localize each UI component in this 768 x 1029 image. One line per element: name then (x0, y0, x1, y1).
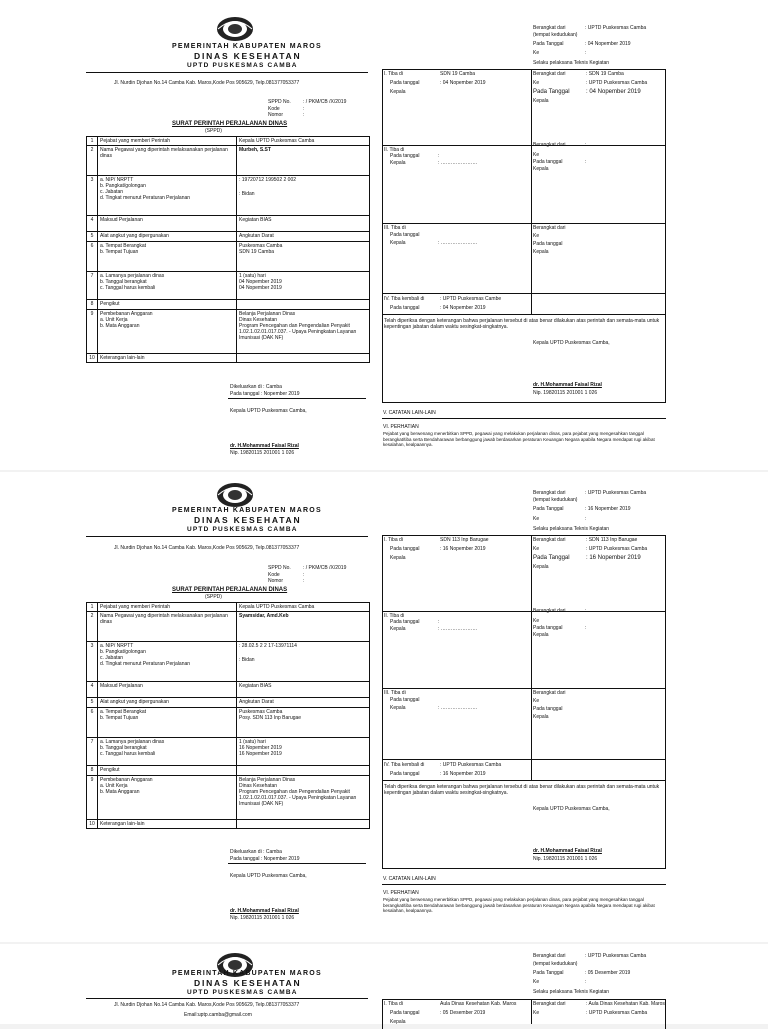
signer-right-name: dr. H.Mohammad Faisal Rizal (533, 382, 602, 388)
selaku-label: Selaku pelaksana Teknis Kegiatan (533, 526, 610, 532)
berangkat-i-label: Berangkat dari (533, 1001, 566, 1007)
row5-label: Alat angkut yang dipergunakan (98, 232, 237, 242)
tiba-i-tanggal: : 16 Nopember 2019 (440, 546, 486, 552)
ke-value: : (585, 50, 587, 56)
header-dept: DINAS KESEHATAN (194, 515, 302, 525)
tiba-i-kepala: Kepala (390, 89, 406, 95)
kepala-ii: Kepala (533, 166, 549, 172)
ke-iii-label: Ke (533, 698, 540, 704)
tanggal-berangkat: 04 Nopember 2019 (239, 279, 282, 285)
berangkat-dari-value: : UPTD Puskesmas Camba (585, 953, 647, 959)
pada-tanggal-i-label: Pada Tanggal (533, 89, 570, 95)
row6-label: a. Tempat Berangkat b. Tempat Tujuan (98, 242, 237, 272)
signature-rule (228, 398, 366, 399)
ke-i-label: Ke (533, 80, 540, 86)
row9-label: Pembebanan Anggaran a. Unit Kerja b. Mata Anggaran (98, 310, 237, 354)
header-dept: DINAS KESEHATAN (194, 51, 302, 61)
colon: : (585, 608, 587, 614)
row2-label: Nama Pegawai yang diperintah melaksanakan perjalanan dinas (98, 146, 237, 176)
tiba-iii-dots: : …………………. (438, 705, 478, 711)
row2-label: Nama Pegawai yang diperintah melaksanakan perjalanan dinas (98, 612, 237, 642)
tiba-i-tempat: Aula Dinas Kesehatan Kab. Maros (440, 1001, 517, 1007)
jabatan-value: : Bidan (239, 191, 255, 197)
ke-i-value: : UPTD Puskesmas Camba (586, 80, 648, 86)
column-divider (531, 535, 532, 780)
berangkat-dari-label: Berangkat dari (533, 490, 566, 496)
row10-label: Keterangan lain-lain (98, 354, 237, 363)
row3-label: a. NIP/ NRPTT b. Pangkat/golongan c. Jabatan d. Tingkat menurut Peraturan Perjalanan (98, 642, 237, 682)
berangkat-iii-label: Berangkat dari (533, 690, 566, 696)
pada-tanggal-ii-label: Pada tanggal (533, 625, 563, 631)
header-dept: DINAS KESEHATAN (194, 978, 302, 988)
kabupaten-maros-emblem (216, 482, 254, 508)
row4-label: Maksud Perjalanan (98, 682, 237, 698)
section-divider (382, 223, 666, 224)
row3-label: a. NIP/ NRPTT b. Pangkat/golongan c. Jabatan d. Tingkat menurut Peraturan Perjalanan (98, 176, 237, 216)
tiba-iv-tanggal: : 16 Nopember 2019 (440, 771, 486, 777)
kepala-i: Kepala (533, 98, 549, 104)
colon: : (585, 142, 587, 148)
perjalanan-box (382, 535, 666, 869)
header-rule (86, 536, 368, 537)
tiba-ii-kepala: Kepala (390, 160, 406, 166)
tiba-i-label: I. Tiba di (384, 537, 403, 543)
catatan-label: V. CATATAN LAIN-LAIN (383, 410, 436, 416)
ke-label: Ke (533, 979, 540, 985)
row1-label: Pejabat yang memberi Perintah (98, 137, 237, 146)
row9-label: Pembebanan Anggaran a. Unit Kerja b. Mata Anggaran (98, 776, 237, 820)
sppd-form-3 (0, 944, 768, 1024)
sppd-no-label: SPPD No. (268, 99, 291, 105)
header-unit: UPTD PUSKESMAS CAMBA (187, 62, 298, 69)
ke-iii-label: Ke (533, 233, 540, 239)
tiba-iii-kepala: Kepala (390, 705, 406, 711)
row5-value: Angkutan Darat (237, 698, 370, 708)
tiba-i-tanggal: : 05 Desember 2019 (440, 1010, 486, 1016)
tiba-ii-tanggal-label: Pada tanggal (390, 619, 420, 625)
tiba-i-kepala: Kepala (390, 555, 406, 561)
tiba-ii-dots: : …………………. (438, 626, 478, 632)
document-title: SURAT PERINTAH PERJALANAN DINAS (172, 121, 288, 127)
colon: : (585, 159, 587, 165)
tiba-i-tempat: SDN 19 Camba (440, 71, 476, 77)
signer-nip: Nip. 19820115 201001 1 026 (230, 915, 295, 921)
header-address: Jl. Nurdin Djohan No.14 Camba Kab. Maros,Kode Pos 905629, Telp.081377053377 (114, 1002, 300, 1008)
header-gov: PEMERINTAH KABUPATEN MAROS (172, 970, 322, 977)
section-divider (382, 688, 666, 689)
kepala-iii: Kepala (533, 714, 549, 720)
row6-label: a. Tempat Berangkat b. Tempat Tujuan (98, 708, 237, 738)
tiba-ii-label: II. Tiba di (384, 147, 405, 153)
row7-label: a. Lamanya perjalanan dinas b. Tanggal berangkat c. Tanggal harus kembali (98, 272, 237, 300)
tempat-berangkat: Puskesmas Camba (239, 243, 283, 249)
pada-tanggal-iii-label: Pada tanggal (533, 241, 563, 247)
signer-nip: Nip. 19820115 201001 1 026 (230, 450, 295, 456)
berangkat-iii-label: Berangkat dari (533, 225, 566, 231)
selaku-label: Selaku pelaksana Teknis Kegiatan (533, 60, 610, 66)
ke-i-value: : UPTD Puskesmas Camba (586, 546, 648, 552)
colon: : (303, 112, 305, 118)
kepala-iii: Kepala (533, 249, 549, 255)
pada-tanggal-value: : 04 Nopember 2019 (585, 41, 631, 47)
perhatian-text: Pejabat yang berwenang menerbitkan SPPD, pegawai yang melakukan perjalanan dinas, para pejabat yang mengesahkan tanggal berangkat/tiba serta Bendaharawan berbanggung jawab berdasarkan peraturan Keuangan Negara apabila Negara mendapat rugi akibat kesalahan, kealpaannya. (383, 897, 655, 913)
berangkat-i-label: Berangkat dari (533, 537, 566, 543)
ke-i-label: Ke (533, 546, 540, 552)
pada-tanggal-ttd: Pada tanggal : Nopember 2019 (230, 856, 300, 862)
sppd-table: 1 Pejabat yang memberi Perintah Kepala UPTD Puskesmas Camba 2 Nama Pegawai yang diperintah melaksanakan perjalanan dinas Syamsidar, Amd.Keb 3 a. NIP/ NRPTT b. Pangkat/golongan c. Jabatan d. Tingkat menurut Peraturan Perjalanan : 28.02.5 2 2 17-13971114 : Bidan 4 Maksud Perjalanan Kegiatan BIAS 5 Alat angkut yang dipergunakan Angkutan Darat 6 a. Tempat Berangkat b. Tempat Tujuan Puskesmas Camba Posy. SDN 113 Inp Barugae 7 a. Lamanya perjalanan dinas b. Tanggal berangkat c. Tanggal harus kembali 1 (satu) hari 16 Nopember 2019 16 Nopember 2019 8 Pengikut 9 Pembebanan Anggaran a. Unit Kerja b. Mata Anggaran Belanja Perjalanan Dinas Dinas Kesehatan Program Pencegahan dan Pengendalian Penyakit 1.02.1.02.01.017.037. - Upaya Peningkatan Layanan Imunisasi (DAK NF) 10 Keterangan lain-lain (86, 602, 370, 829)
tiba-i-label: I. Tiba di (384, 1001, 403, 1007)
section-divider (382, 759, 666, 760)
tempat-tujuan: Posy. SDN 113 Inp Barugae (239, 715, 302, 721)
row10-label: Keterangan lain-lain (98, 820, 237, 829)
tiba-iv-tanggal-label: Pada tanggal (390, 305, 420, 311)
row8-label: Pengikut (98, 766, 237, 776)
tiba-i-tanggal: : 04 Nopember 2019 (440, 80, 486, 86)
berangkat-ii-label: Berangkat dari (533, 608, 566, 614)
section-divider (382, 314, 666, 315)
header-address: Jl. Nurdin Djohan No.14 Camba Kab. Maros,Kode Pos 905629, Telp.081377053377 (114, 545, 300, 551)
berangkat-dari-value: : UPTD Puskesmas Camba (585, 490, 647, 496)
pernyataan-text: Telah diperiksa dengan keterangan bahwa perjalanan tersebut di atas benar dilakukan atas perintah dan semata-mata untuk kepentingan jabatan dalam waktu sesingkat-singkatnya. (384, 784, 660, 796)
sppd-no-label: SPPD No. (268, 565, 291, 571)
dikeluarkan-di: Dikeluarkan di : Camba (230, 849, 282, 855)
kepala-right-ttd: Kepala UPTD Puskesmas Camba, (533, 806, 610, 812)
tiba-ii-kepala: Kepala (390, 626, 406, 632)
berangkat-dari-label: Berangkat dari (533, 953, 566, 959)
header-gov: PEMERINTAH KABUPATEN MAROS (172, 507, 322, 514)
row4-label: Maksud Perjalanan (98, 216, 237, 232)
section-divider (382, 418, 666, 419)
row5-value: Angkutan Darat (237, 232, 370, 242)
row1-value: Kepala UPTD Puskesmas Camba (237, 137, 370, 146)
tiba-iv-label: IV. Tiba kembali di (384, 296, 425, 302)
berangkat-dari-value: : UPTD Puskesmas Camba (585, 25, 647, 31)
sppd-no-value: : / PKM/CB /X/2019 (303, 99, 347, 105)
nomor-label: Nomor (268, 112, 284, 118)
ke-label: Ke (533, 50, 540, 56)
tiba-iii-tanggal-label: Pada tanggal (390, 697, 420, 703)
berangkat-dari-label: Berangkat dari (533, 25, 566, 31)
tiba-iii-tanggal-label: Pada tanggal (390, 232, 420, 238)
tiba-i-tanggal-label: Pada tanggal (390, 546, 420, 552)
perhatian-label: VI. PERHATIAN (383, 890, 419, 896)
ke-i-label: Ke (533, 1010, 540, 1016)
row7-label: a. Lamanya perjalanan dinas b. Tanggal berangkat c. Tanggal harus kembali (98, 738, 237, 766)
colon: : (438, 153, 440, 159)
signer-name: dr. H.Mohammad Faisal Rizal (230, 443, 299, 449)
nomor-label: Nomor (268, 578, 284, 584)
kode-label: Kode (268, 572, 280, 578)
tanggal-kembali: 16 Nopember 2019 (239, 751, 282, 757)
pernyataan-text: Telah diperiksa dengan keterangan bahwa perjalanan tersebut di atas benar dilakukan atas perintah dan semata-mata untuk kepentingan jabatan dalam waktu sesingkat-singkatnya. (384, 318, 660, 330)
ke-label: Ke (533, 516, 540, 522)
section-divider (382, 145, 666, 146)
header-email: Email:uptp.camba@gmail.com (184, 1012, 252, 1018)
selaku-label: Selaku pelaksana Teknis Kegiatan (533, 989, 610, 995)
tiba-iii-dots: : …………………. (438, 240, 478, 246)
row8-label: Pengikut (98, 300, 237, 310)
colon: : (303, 578, 305, 584)
header-address: Jl. Nurdin Djohan No.14 Camba Kab. Maros,Kode Pos 905629, Telp.081377053377 (114, 80, 300, 86)
colon: : (438, 619, 440, 625)
sppd-no-value: : / PKM/CB /X/2019 (303, 565, 347, 571)
header-gov: PEMERINTAH KABUPATEN MAROS (172, 43, 322, 50)
tempat-tujuan: SDN 19 Camba (239, 249, 275, 255)
row1-value: Kepala UPTD Puskesmas Camba (237, 603, 370, 612)
header-unit: UPTD PUSKESMAS CAMBA (187, 989, 298, 996)
lama-perjalanan: 1 (satu) hari (239, 739, 266, 745)
colon: : (303, 106, 305, 112)
catatan-label: V. CATATAN LAIN-LAIN (383, 876, 436, 882)
lama-perjalanan: 1 (satu) hari (239, 273, 266, 279)
kepala-ttd: Kepala UPTD Puskesmas Camba, (230, 408, 307, 414)
tiba-i-label: I. Tiba di (384, 71, 403, 77)
tempat-kedudukan-label: (tempat kedudukan) (533, 32, 578, 38)
document-subtitle: (SPPD) (205, 594, 222, 600)
header-rule (86, 72, 368, 73)
pada-tanggal-iii-label: Pada tanggal (533, 706, 563, 712)
ke-value: : (585, 979, 587, 985)
pada-tanggal-label: Pada Tanggal (533, 970, 564, 976)
tempat-kedudukan-label: (tempat kedudukan) (533, 497, 578, 503)
tiba-iv-tanggal: : 04 Nopember 2019 (440, 305, 486, 311)
tempat-berangkat: Puskesmas Camba (239, 709, 283, 715)
tanggal-kembali: 04 Nopember 2019 (239, 285, 282, 291)
row5-label: Alat angkut yang dipergunakan (98, 698, 237, 708)
perhatian-text: Pejabat yang berwenang menerbitkan SPPD, pegawai yang melakukan perjalanan dinas, para pejabat yang mengesahkan tanggal berangkat/tiba serta Bendaharawan berbanggung jawab berdasarkan peraturan Keuangan Negara apabila Negara mendapat rugi akibat kesalahan, kealpaannya. (383, 431, 655, 447)
tiba-ii-label: II. Tiba di (384, 613, 405, 619)
dikeluarkan-di: Dikeluarkan di : Camba (230, 384, 282, 390)
tiba-ii-dots: : …………………. (438, 160, 478, 166)
kepala-i: Kepala (533, 564, 549, 570)
sppd-form-2 (0, 472, 768, 942)
tiba-i-tempat: SDN 113 Inp Barugae (440, 537, 489, 543)
nip-value: : 28.02.5 2 2 17-13971114 (239, 643, 297, 649)
section-divider (382, 293, 666, 294)
pada-tanggal-value: : 16 Nopember 2019 (585, 506, 631, 512)
pada-tanggal-label: Pada Tanggal (533, 41, 564, 47)
pada-tanggal-i-label: Pada Tanggal (533, 555, 570, 561)
berangkat-i-value: : SDN 19 Camba (586, 71, 624, 77)
header-rule (86, 998, 368, 999)
document-subtitle: (SPPD) (205, 128, 222, 134)
signer-name: dr. H.Mohammad Faisal Rizal (230, 908, 299, 914)
kode-label: Kode (268, 106, 280, 112)
row9-value: Belanja Perjalanan Dinas Dinas Kesehatan Program Pencegahan dan Pengendalian Penyakit 1.02.1.02.01.017.037. - Upaya Peningkatan Layanan Imunisasi (DAK NF) (237, 776, 370, 820)
pada-tanggal-i-value: : 16 Nopember 2019 (586, 555, 641, 561)
kepala-ii: Kepala (533, 632, 549, 638)
signer-right-nip: Nip. 19820115 201001 1 026 (533, 856, 598, 862)
row4-value: Kegiatan BIAS (237, 216, 370, 232)
pada-tanggal-ii-label: Pada tanggal (533, 159, 563, 165)
tiba-i-tanggal-label: Pada tanggal (390, 1010, 420, 1016)
kabupaten-maros-emblem (216, 16, 254, 42)
row2-value: Syamsidar, Amd.Keb (237, 612, 370, 642)
column-divider (531, 999, 532, 1024)
sppd-table: 1 Pejabat yang memberi Perintah Kepala UPTD Puskesmas Camba 2 Nama Pegawai yang diperintah melaksanakan perjalanan dinas Murbeh, S.ST 3 a. NIP/ NRPTT b. Pangkat/golongan c. Jabatan d. Tingkat menurut Peraturan Perjalanan : 19720712 199502 2 002 : Bidan 4 Maksud Perjalanan Kegiatan BIAS 5 Alat angkut yang dipergunakan Angkutan Darat 6 a. Tempat Berangkat b. Tempat Tujuan Puskesmas Camba SDN 19 Camba 7 a. Lamanya perjalanan dinas b. Tanggal berangkat c. Tanggal harus kembali 1 (satu) hari 04 Nopember 2019 04 Nopember 2019 8 Pengikut 9 Pembebanan Anggaran a. Unit Kerja b. Mata Anggaran Belanja Perjalanan Dinas Dinas Kesehatan Program Pencegahan dan Pengendalian Penyakit 1.02.1.02.01.017.037. - Upaya Peningkatan Layanan Imunisasi (DAK NF) 10 Keterangan lain-lain (86, 136, 370, 363)
nip-value: : 19720712 199502 2 002 (239, 177, 296, 183)
tiba-iii-kepala: Kepala (390, 240, 406, 246)
tiba-iv-tempat: : UPTD Puskesmas Cambe (440, 296, 502, 302)
tiba-iv-tanggal-label: Pada tanggal (390, 771, 420, 777)
colon: : (303, 572, 305, 578)
colon: : (585, 625, 587, 631)
jabatan-value: : Bidan (239, 657, 255, 663)
section-divider (382, 780, 666, 781)
ke-i-value: : UPTD Puskesmas Camba (586, 1010, 648, 1016)
row1-label: Pejabat yang memberi Perintah (98, 603, 237, 612)
document-title: SURAT PERINTAH PERJALANAN DINAS (172, 587, 288, 593)
pada-tanggal-i-value: : 04 Nopember 2019 (586, 89, 641, 95)
tiba-iv-tempat: : UPTD Puskesmas Camba (440, 762, 502, 768)
tanggal-berangkat: 16 Nopember 2019 (239, 745, 282, 751)
tiba-i-tanggal-label: Pada tanggal (390, 80, 420, 86)
signer-right-name: dr. H.Mohammad Faisal Rizal (533, 848, 602, 854)
header-unit: UPTD PUSKESMAS CAMBA (187, 526, 298, 533)
kepala-right-ttd: Kepala UPTD Puskesmas Camba, (533, 340, 610, 346)
section-divider (382, 884, 666, 885)
berangkat-i-value: : SDN 113 Inp Barugae (586, 537, 638, 543)
tempat-kedudukan-label: (tempat kedudukan) (533, 961, 578, 967)
tiba-ii-tanggal-label: Pada tanggal (390, 153, 420, 159)
ke-value: : (585, 516, 587, 522)
sppd-form-1 (0, 0, 768, 470)
tiba-iii-label: III. Tiba di (384, 690, 406, 696)
berangkat-ii-label: Berangkat dari (533, 142, 566, 148)
pada-tanggal-ttd: Pada tanggal : Nopember 2019 (230, 391, 300, 397)
row9-value: Belanja Perjalanan Dinas Dinas Kesehatan Program Pencegahan dan Pengendalian Penyakit 1.02.1.02.01.017.037. - Upaya Peningkatan Layanan Imunisasi (DAK NF) (237, 310, 370, 354)
perhatian-label: VI. PERHATIAN (383, 424, 419, 430)
perjalanan-box (382, 69, 666, 403)
row2-value: Murbeh, S.ST (237, 146, 370, 176)
berangkat-i-value: : Aula Dinas Kesehatan Kab. Maros (586, 1001, 665, 1007)
berangkat-i-label: Berangkat dari (533, 71, 566, 77)
pada-tanggal-value: : 05 Desember 2019 (585, 970, 631, 976)
tiba-iii-label: III. Tiba di (384, 225, 406, 231)
ke-ii-label: Ke (533, 152, 540, 158)
row4-value: Kegiatan BIAS (237, 682, 370, 698)
signer-right-nip: Nip. 19820115 201001 1 026 (533, 390, 598, 396)
signature-rule (228, 863, 366, 864)
ke-ii-label: Ke (533, 618, 540, 624)
pada-tanggal-label: Pada Tanggal (533, 506, 564, 512)
tiba-iv-label: IV. Tiba kembali di (384, 762, 425, 768)
column-divider (531, 69, 532, 314)
tiba-i-kepala: Kepala (390, 1019, 406, 1025)
kepala-ttd: Kepala UPTD Puskesmas Camba, (230, 873, 307, 879)
section-divider (382, 611, 666, 612)
